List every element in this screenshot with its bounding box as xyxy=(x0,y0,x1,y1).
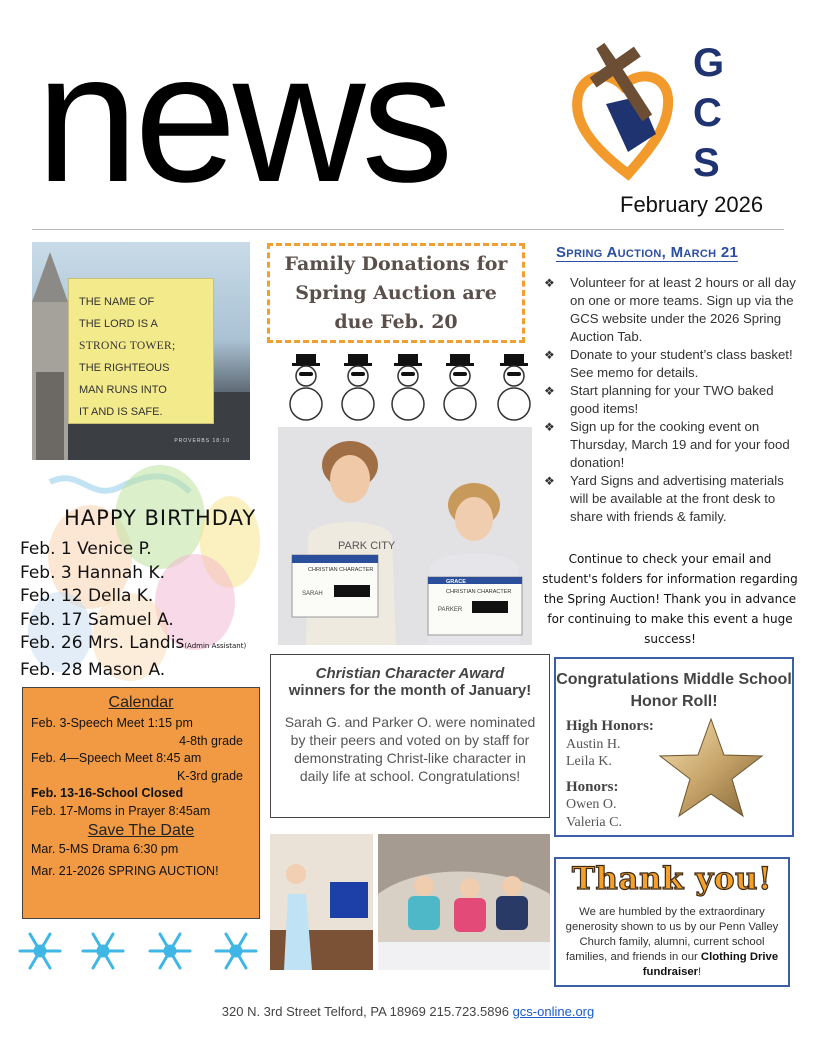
auction-item: ❖ Sign up for the cooking event on Thursday, March 19 and for your food donation! xyxy=(544,419,790,470)
honor-student: Owen O. xyxy=(566,797,617,812)
calendar-row: K-3rd grade xyxy=(176,768,243,783)
verse-line: IT AND IS SAFE. xyxy=(79,406,163,418)
verse-line: THE LORD IS A xyxy=(79,318,158,330)
award-title-line1: Christian Character Award xyxy=(315,665,505,682)
auction-title: Spring Auction, March 21 xyxy=(556,244,739,261)
high-honors-label: High Honors: xyxy=(566,718,654,734)
birthday-note: (Admin Assistant) xyxy=(184,642,247,651)
birthday-item: Feb. 28 Mason A. xyxy=(20,659,166,680)
award-title-line2: winners for the month of January! xyxy=(288,682,532,699)
diamond-bullet-icon: ❖ xyxy=(544,276,555,290)
verse-card xyxy=(68,278,214,424)
calendar-row: Feb. 17-Moms in Prayer 8:45am xyxy=(31,803,211,818)
thank-you-body: We are humbled by the extraordinary generosity shown to us by our Penn Valley Church family, alumni, current school families, and friends in our Clothing Drive fundraiser! xyxy=(565,906,779,978)
honor-roll-list xyxy=(566,718,654,831)
donations-text: Family Donations for Spring Auction are due Feb. 20 xyxy=(284,252,508,333)
certificate-title: CHRISTIAN CHARACTER xyxy=(308,567,374,573)
logo-letter-c: C xyxy=(693,91,722,135)
thank-you-title: Thank you! xyxy=(571,861,773,897)
snow-kids-photo xyxy=(378,834,550,970)
verse-line: THE NAME OF xyxy=(79,296,155,308)
footer xyxy=(0,1004,816,1019)
clothing-drive-illustration xyxy=(270,834,373,970)
birthday-item: Feb. 12 Della K. xyxy=(20,586,154,607)
newsletter-title: news xyxy=(36,14,450,220)
save-date-row: Mar. 5-MS Drama 6:30 pm xyxy=(31,842,179,856)
birthday-item: Feb. 3 Hannah K. xyxy=(20,562,166,583)
calendar-row: Feb. 4—Speech Meet 8:45 am xyxy=(31,751,202,765)
issue-date: February 2026 xyxy=(620,192,764,217)
diamond-bullet-icon: ❖ xyxy=(544,348,555,362)
award-winners-photo xyxy=(278,427,532,645)
calendar-row: Feb. 3-Speech Meet 1:15 pm xyxy=(31,716,193,730)
honor-student: Leila K. xyxy=(566,754,612,769)
save-the-date-title: Save The Date xyxy=(87,822,195,839)
auction-item: ❖ Start planning for your TWO baked good items! xyxy=(544,383,774,416)
certificate-name: PARKER xyxy=(438,607,463,613)
birthday-item: Feb. 17 Samuel A. xyxy=(20,609,174,630)
certificate-title: CHRISTIAN CHARACTER xyxy=(446,589,512,595)
clothing-drive-photo xyxy=(270,834,373,970)
birthday-item: Feb. 26 Mrs. Landis(Admin Assistant) xyxy=(20,633,247,654)
snow-kids-illustration xyxy=(378,834,550,970)
snowmen-decoration xyxy=(286,352,536,426)
verse-line: THE RIGHTEOUS xyxy=(79,362,170,374)
footer-address: 320 N. 3rd Street Telford, PA 18969 215.723.5896 xyxy=(221,1004,509,1019)
thank-you-box xyxy=(554,857,790,987)
verse-line: STRONG TOWER; xyxy=(79,340,176,352)
calendar-title: Calendar xyxy=(108,694,174,711)
calendar-box xyxy=(22,687,260,919)
website-link[interactable]: gcs-online.org xyxy=(512,1004,595,1019)
birthday-item: Feb. 1 Venice P. xyxy=(20,539,152,559)
certificate-brand: GRACE xyxy=(446,579,466,585)
diamond-bullet-icon: ❖ xyxy=(544,474,555,488)
logo-letter-s: S xyxy=(693,141,720,184)
sweatshirt-text: PARK CITY xyxy=(338,540,396,552)
header-divider xyxy=(32,229,784,230)
diamond-bullet-icon: ❖ xyxy=(544,420,555,434)
auction-item: ❖ Volunteer for at least 2 hours or all day on one or more teams. Sign up via the GCS website under the 2026 Spring Auction Tab. xyxy=(544,275,796,344)
honor-roll-box xyxy=(554,657,794,837)
verse-line: MAN RUNS INTO xyxy=(79,384,167,396)
honor-roll-title: Congratulations Middle School Honor Roll! xyxy=(556,671,792,710)
diamond-bullet-icon: ❖ xyxy=(544,384,555,398)
honors-label: Honors: xyxy=(566,778,619,795)
honor-student: Valeria C. xyxy=(566,814,622,830)
calendar-row: 4-8th grade xyxy=(179,733,243,748)
clothing-drive-label: Clothing Drive fundraiser xyxy=(642,951,779,978)
character-award-box xyxy=(270,654,550,818)
calendar-row: Feb. 13-16-School Closed xyxy=(31,786,184,800)
birthday-list xyxy=(20,538,280,683)
honor-student: Austin H. xyxy=(566,736,621,752)
snowflakes-decoration xyxy=(18,922,268,980)
save-date-row: Mar. 21-2026 SPRING AUCTION! xyxy=(31,863,219,878)
gold-star-icon xyxy=(656,715,766,825)
logo-letter-g: G xyxy=(693,41,725,85)
auction-note: Continue to check your email and student's folders for information regarding the Spring Auction! Thank you in advance for continuing to make this event a huge success! xyxy=(542,552,798,646)
auction-item: ❖ Donate to your student’s class basket! See memo for details. xyxy=(544,347,793,380)
award-winners-illustration xyxy=(278,427,532,645)
auction-list xyxy=(544,274,802,526)
certificate-name: SARAH xyxy=(302,591,323,597)
verse-photo xyxy=(32,242,250,460)
auction-item: ❖ Yard Signs and advertising materials will be available at the front desk to share with friends & family. xyxy=(544,473,784,524)
award-body: Sarah G. and Parker O. were nominated by their peers and voted on by staff for demonstrating Christ-like character in daily life at school. Congratulations! xyxy=(284,714,536,784)
donations-notice xyxy=(267,243,525,343)
birthday-title: HAPPY BIRTHDAY xyxy=(64,506,257,530)
gcs-logo xyxy=(568,34,738,184)
verse-reference: PROVERBS 18:10 xyxy=(174,438,230,444)
